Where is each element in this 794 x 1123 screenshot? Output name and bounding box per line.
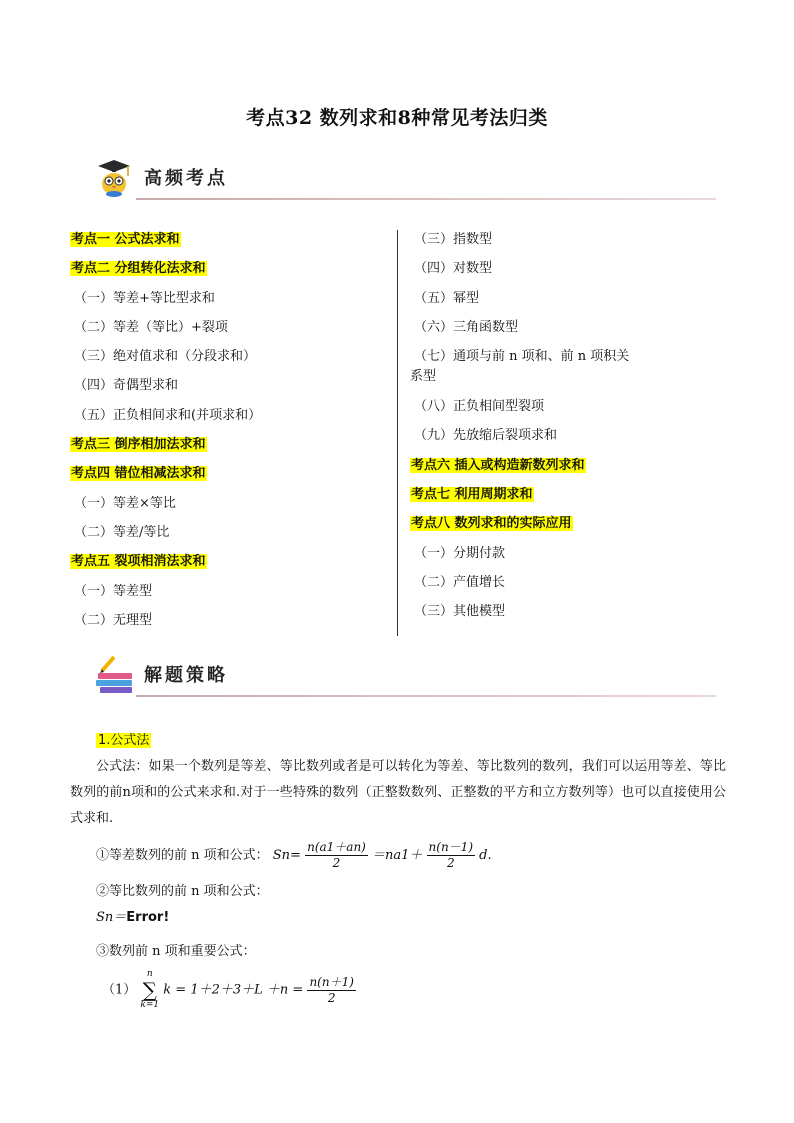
fraction: $\frac{n(n+1)}{2}$ <box>309 974 354 1005</box>
toc-subtopic-label: （六）三角函数型 <box>414 319 519 335</box>
toc-item <box>70 464 390 493</box>
fraction: $\frac{n(a1+an)}{2}$ <box>307 840 366 870</box>
toc-item <box>410 289 630 318</box>
formula-middle: ＝na1＋ <box>372 848 423 863</box>
toc-item <box>70 435 390 464</box>
content-heading: 1.公式法 <box>98 733 150 748</box>
important-formulas-label: ③数列前 n 项和重要公式： <box>96 944 256 959</box>
geometric-formula <box>70 905 726 931</box>
sum-body: k = 1＋2＋3＋L ＋n = <box>163 982 304 998</box>
toc-item <box>410 544 630 573</box>
toc-subtopic-label: （二）产值增长 <box>414 574 506 590</box>
sn-symbol: Sn＝ <box>96 910 127 925</box>
section-header-strategy <box>92 655 716 699</box>
arithmetic-formula <box>70 840 726 871</box>
toc-item <box>70 406 390 435</box>
section-label: 解题策略 <box>144 665 228 686</box>
toc-topic-label: 考点一 公式法求和 <box>71 232 180 247</box>
toc-topic-label: 考点四 错位相减法求和 <box>71 466 206 482</box>
section-label: 高频考点 <box>144 168 228 189</box>
toc-topic-label: 考点八 数列求和的实际应用 <box>411 516 572 532</box>
toc-item <box>70 494 390 523</box>
toc-subtopic-label: （二）无理型 <box>74 612 153 628</box>
toc-item <box>70 230 390 259</box>
section-rule <box>136 198 716 200</box>
fraction: $\frac{n(n-1)}{2}$ <box>428 840 474 870</box>
toc-subtopic-label: （二）等差（等比）+裂项 <box>74 319 228 335</box>
content-body <box>70 728 726 1011</box>
page-title: 考点32 数列求和8种常见考法归类 <box>246 107 548 129</box>
toc-subtopic-label: （一）等差+等比型求和 <box>74 290 215 306</box>
toc-topic-label: 考点二 分组转化法求和 <box>71 261 206 277</box>
toc-item <box>410 573 630 602</box>
toc-subtopic-label: （八）正负相间型裂项 <box>414 399 545 415</box>
toc-subtopic-label: （一）分期付款 <box>414 545 506 561</box>
toc-item <box>70 611 390 640</box>
formula-end: d. <box>479 848 492 863</box>
toc-item <box>410 485 630 514</box>
toc-subtopic-label: （三）其他模型 <box>414 604 506 620</box>
toc-subtopic-label: （二）等差/等比 <box>74 524 170 540</box>
toc-topic-label: 考点六 插入或构造新数列求和 <box>411 457 585 473</box>
books-pencil-icon <box>92 655 138 695</box>
section-rule <box>136 695 716 697</box>
toc-topic-label: 考点五 裂项相消法求和 <box>71 554 206 570</box>
toc-subtopic-label: （三）指数型 <box>414 232 493 247</box>
toc-subtopic-label: （五）幂型 <box>414 290 480 306</box>
toc-item <box>410 259 630 288</box>
sn-symbol: Sn= <box>272 848 301 863</box>
toc-subtopic-label: （九）先放缩后裂项求和 <box>414 428 558 444</box>
toc-item <box>410 426 630 455</box>
toc-item <box>70 318 390 347</box>
toc-item <box>410 397 630 426</box>
toc-left-column <box>70 230 390 640</box>
toc-item <box>70 376 390 405</box>
arithmetic-formula-label: ①等差数列的前 n 项和公式： <box>96 848 269 863</box>
toc-item <box>410 318 630 347</box>
toc-item <box>70 347 390 376</box>
toc-item <box>70 582 390 611</box>
toc-right-column <box>410 230 630 632</box>
section-header-frequent <box>92 158 716 202</box>
graduate-owl-icon <box>92 158 136 198</box>
toc-item <box>410 230 630 259</box>
toc-item <box>410 514 630 543</box>
toc-subtopic-label: （四）奇偶型求和 <box>74 378 179 394</box>
toc-item <box>410 602 630 631</box>
geometric-formula-label: ②等比数列的前 n 项和公式： <box>96 884 269 899</box>
toc-item <box>70 259 390 288</box>
toc-subtopic-label: （四）对数型 <box>414 261 493 277</box>
toc-subtopic-label: （一）等差×等比 <box>74 495 176 511</box>
toc-item <box>410 456 630 485</box>
formula-method-paragraph: 公式法：如果一个数列是等差、等比数列或者是可以转化为等差、等比数列的数列，我们可以运用等差、等比数列的前n项和的公式来求和.对于一些特殊的数列（正整数数列、正整数的平方和立方数列等）也可以直接使用公式求和. <box>70 759 726 826</box>
toc-item <box>70 289 390 318</box>
toc-subtopic-label: （五）正负相间求和(并项求和） <box>74 407 262 423</box>
toc-subtopic-label: （一）等差型 <box>74 583 153 599</box>
toc-item <box>70 552 390 581</box>
toc-topic-label: 考点七 利用周期求和 <box>411 487 533 503</box>
toc-item <box>410 347 630 397</box>
toc-subtopic-label: （三）绝对值求和（分段求和） <box>74 349 257 365</box>
sum-formula <box>70 969 726 1011</box>
toc-item <box>70 523 390 552</box>
toc-subtopic-label: （七）通项与前 n 项和、前 n 项积关系型 <box>410 349 630 385</box>
toc-topic-label: 考点三 倒序相加法求和 <box>71 437 206 453</box>
toc-divider <box>397 230 398 636</box>
error-text: Error! <box>126 910 170 925</box>
formula-number: （1） <box>102 982 137 998</box>
summation-symbol: n ∑ k=1 <box>140 969 160 1010</box>
